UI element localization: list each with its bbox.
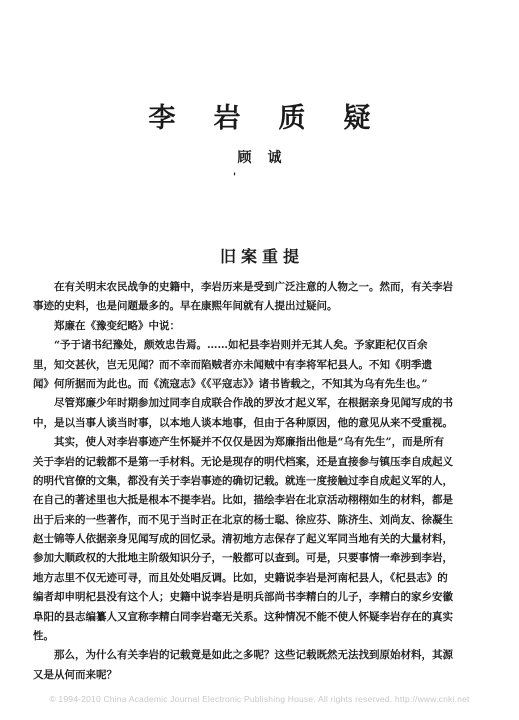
body-line: 又是从何而来呢？ (33, 668, 117, 681)
body-line: 赵士锦等人依据亲身见闻写成的回忆录。清初地方志保存了起义军同当地有关的大量材料， (33, 533, 453, 546)
body-line: 在自己的著述里也大抵是根本不提李岩。比如，描绘李岩在北京活动栩栩如生的材料，都是 (33, 494, 453, 507)
body-line: 参加大顺政权的大批地主阶级知识分子，一般都可以查到。可是，只要事情一牵涉到李岩， (33, 552, 453, 565)
body-line: 出于后来的一些著作，而不见于当时正在北京的杨士聪、徐应芬、陈济生、刘尚友、徐凝生 (33, 513, 453, 526)
body-line: 郑廉在《豫变纪略》中说： (33, 319, 180, 332)
body-line: 在有关明末农民战争的史籍中，李岩历来是受到广泛注意的人物之一。然而，有关李岩 (33, 281, 453, 293)
body-line: 事迹的史料，也是问题最多的。早在康熙年间就有人提出过疑问。 (33, 300, 338, 313)
body-line: 尽管郑廉少年时期参加过同李自成联合作战的罗汝才起义军，在根据亲身见闻写成的书 (33, 397, 453, 410)
body-line: 性。 (33, 630, 54, 643)
body-line: 里，知交甚伙，岂无见闻？而不幸而陷贼者亦未闻贼中有李将军杞县人。不知《明季遗 (33, 358, 432, 371)
article-title: 李岩质疑 (148, 103, 409, 134)
stray-mark: ' (233, 172, 237, 183)
body-line: 编者却申明杞县没有这个人；史籍中说李岩是明兵部尚书李精白的儿子，李精白的家乡安徽 (33, 591, 453, 604)
body-line: 中，是以当事人谈当时事，以本地人谈本地事，但由于各种原因，他的意见从来不受重视。 (33, 416, 453, 429)
body-line: 的明代官僚的文集，都没有关于李岩事迹的确切记载。就连一度接触过李自成起义军的人， (33, 474, 453, 487)
body-line: “予于诸书纪豫处，颇效忠告焉。……如杞县李岩则并无其人矣。予家距杞仅百余 (33, 339, 428, 352)
body-line: 那么，为什么有关李岩的记载竟是如此之多呢？这些记载既然无法找到原始材料，其源 (33, 649, 453, 662)
body-line: 地方志里不仅无迹可寻，而且处处唱反调。比如，史籍说李岩是河南杞县人，《杞县志》的 (33, 571, 448, 584)
copyright-footer: © 1994-2010 China Academic Journal Electronic Publishing House. All rights reserved. http://www.cnki.net (49, 694, 470, 704)
section-heading: 旧案重提 (219, 247, 304, 266)
article-author: 顾诚 (237, 150, 298, 166)
body-line: 其实，使人对李岩事迹产生怀疑并不仅仅是因为郑廉指出他是“乌有先生”，而是所有 (33, 436, 445, 449)
body-line: 阜阳的县志编纂人又宣称李精白同李岩毫无关系。这种情况不能不使人怀疑李岩存在的真实 (33, 610, 453, 623)
article-body (33, 278, 481, 685)
body-line: 关于李岩的记载都不是第一手材料。无论是现存的明代档案，还是直接参与镇压李自成起义 (33, 455, 453, 468)
body-line: 闻》何所据而为此也。而《流寇志》《《平寇志》》诸书皆载之，不知其为乌有先生也。” (33, 377, 428, 390)
